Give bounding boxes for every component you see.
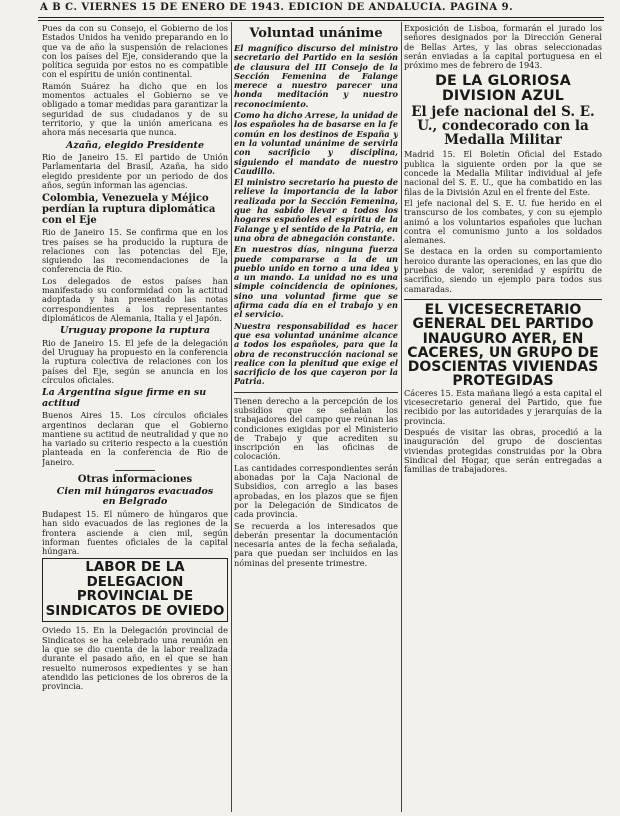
argentina-body: Buenos Aires 15. Los círculos oficiales argentinos declaran que el Gobierno mantiene su actitud de neutralidad y que no ha variado su criterio respecto a la cuestión planteada en la conferencia de Rio de Janeiro.: [42, 410, 228, 467]
colombia-body: Rio de Janeiro 15. Se confirma que en los tres países se ha producido la ruptura de relaciones con las potencias del Eje, siguiendo las recomendaciones de la conferencia de Rio.: [42, 227, 228, 275]
seu-deck: El jefe nacional del S. E. U., condecorado con la Medalla Militar: [411, 104, 595, 149]
labor-body: Oviedo 15. En la Delegación provincial de Sindicatos se ha celebrado una reunión en la que se dio cuenta de la labor realizada durante el pasado año, en el que se han resuelto numerosos expedientes y se han atendido las peticiones de los obreros de la provincia.: [42, 625, 228, 692]
editorial-paragraph: En nuestros días, ninguna fuerza puede compararse a la de un pueblo unido en torno a una idea y a un mando. La unidad no es una simple coincidencia de opiniones, sino una voluntad firme que se afirma cada día en el trabajo y en el servicio.: [234, 244, 398, 320]
seu-body: Se destaca en la orden su comportamiento heroico durante las operaciones, en las que dio pruebas de valor, serenidad y espíritu de sacrificio, siendo un ejemplo para todos sus camaradas.: [404, 246, 602, 294]
intro-paragraph: Pues da con su Consejo, el Gobierno de los Estados Unidos ha venido preparando en lo que va de año la suspensión de relaciones con los países del Eje, considerando que la política seguida por estos no es compatible con el espíritu de unión continental.: [42, 24, 228, 80]
masthead: A B C. VIERNES 15 DE ENERO DE 1943. EDICION DE ANDALUCIA. PAGINA 9.: [40, 2, 514, 13]
seu-body: El jefe nacional del S. E. U. fue herido en el transcurso de los combates, y con su ejemplo animó a los voluntarios españoles que luchan contra el comunismo junto a los soldados alemanes.: [404, 197, 602, 246]
column-left: [42, 24, 228, 814]
uruguay-headline: Uruguay propone la ruptura: [59, 325, 211, 337]
subsidy-paragraph: Se recuerda a los interesados que deberán presentar la documentación necesaria antes de la fecha señalada, para que puedan ser incluidos en las nóminas del presente trimestre.: [234, 520, 398, 568]
arana-body: Rio de Janeiro 15. El partido de Unión Parlamentaria del Brasil, Azaña, ha sido elegido presidente por un periodo de dos años, según informan las agencias.: [42, 152, 228, 190]
hungria-headline: Cien mil húngaros evacuados: [56, 485, 214, 497]
argentina-headline: La Argentina sigue firme en su actitud: [42, 387, 207, 409]
masthead-rule-double: [38, 20, 604, 21]
hungria-subhead: en Belgrado: [102, 496, 168, 508]
arana-headline: Azaña, elegido Presidente: [65, 139, 204, 151]
viviendas-body: Cáceres 15. Esta mañana llegó a esta capital el vicesecretario general del Partido, que fue recibido por las autoridades y jerarquías de la provincia.: [404, 387, 602, 426]
editorial-paragraph: El ministro secretario ha puesto de relieve la importancia de la labor realizada por la Sección Femenina, que ha sabido llevar a todos los hogares españoles el espíritu de la Falange y el sentido de la Patria, en una obra de abnegación constante.: [234, 177, 398, 243]
separator: [115, 470, 155, 471]
column-middle: [234, 24, 398, 814]
editorial-paragraph: Como ha dicho Arrese, la unidad de los españoles ha de basarse en la fe común en los destinos de España y en la voluntad unánime de servirla con sacrificio y disciplina, siguiendo el mandato de nuestro Caudillo.: [234, 110, 398, 176]
otras-headline: Otras informaciones: [77, 473, 193, 485]
column-right: [404, 24, 602, 814]
intro-paragraph: Ramón Suárez ha dicho que en los momentos actuales el Gobierno se ve obligado a tomar medidas para garantizar la seguridad de sus ciudadanos y de su territorio, y que la unión americana es ahora más necesaria que nunca.: [42, 80, 228, 138]
subsidy-paragraph: Tienen derecho a la percepción de los subsidios que se señalan los trabajadores del campo que reúnan las condiciones exigidas por el Ministerio de Trabajo y que acrediten su inscripción en las oficinas de colocación.: [234, 395, 398, 462]
editorial-paragraph: Nuestra responsabilidad es hacer que esa voluntad unánime alcance a todos los españoles, para que la obra de reconstrucción nacional se realice con la plenitud que exige el sacrificio de los que cayeron por la Patria.: [234, 320, 398, 387]
division-azul-headline: DE LA GLORIOSA DIVISION AZUL: [435, 73, 571, 104]
exposicion-body: Exposición de Lisboa, formarán el jurado los señores designados por la Dirección General de Bellas Artes, y las obras seleccionadas serán enviadas a la capital portuguesa en el próximo mes de febrero de 1943.: [404, 24, 602, 71]
labor-headline: LABOR DE LA DELEGACION PROVINCIAL DE SINDICATOS DE OVIEDO: [42, 558, 228, 622]
editorial-lead: El magnífico discurso del ministro secretario del Partido en la sesión de clausura del III Consejo de la Sección Femenina de Falange merece a nuestro parecer una honda meditación y nuestro reconocimiento.: [234, 43, 398, 109]
seu-body: Madrid 15. El Boletín Oficial del Estado publica la siguiente orden por la que se concede la Medalla Militar individual al jefe nacional del S. E. U., que ha combatido en las filas de la División Azul en el frente del Este.: [404, 149, 602, 197]
subsidy-paragraph: Las cantidades correspondientes serán abonadas por la Caja Nacional de Subsidios, con arreglo a las bases aprobadas, en los plazos que se fijen por la Delegación de Sindicatos de cada provincia.: [234, 462, 398, 520]
column-divider: [401, 22, 402, 812]
viviendas-body: Después de visitar las obras, procedió a la inauguración del grupo de doscientas viviendas protegidas construidas por la Obra Sindical del Hogar, que serán entregadas a familias de trabajadores.: [404, 426, 602, 475]
uruguay-body: Rio de Janeiro 15. El jefe de la delegación del Uruguay ha propuesto en la conferencia la ruptura colectiva de relaciones con los países del Eje, según se anuncia en los círculos oficiales.: [42, 337, 228, 385]
hungria-body: Budapest 15. El número de húngaros que han sido evacuados de las regiones de la frontera asciende a cien mil, según informan fuentes oficiales de la capital húngara.: [42, 508, 228, 557]
editorial-title: Voluntad unánime: [249, 26, 383, 41]
colombia-headline: Colombia, Venezuela y Méjico perdían la ruptura diplomática con el Eje: [42, 193, 216, 227]
editorial-box: [234, 26, 398, 393]
column-divider: [231, 22, 232, 812]
colombia-body: Los delegados de estos países han manifestado su conformidad con la actitud adoptada y han presentado las notas correspondientes a los representantes diplomáticos de Alemania, Italia y el Japón.: [42, 275, 228, 323]
viviendas-headline: EL VICESECRETARIO GENERAL DEL PARTIDO INAUGURO AYER, EN CACERES, UN GRUPO DE DOSCIENTAS VIVIENDAS PROTEGIDAS: [404, 299, 602, 389]
masthead-rule: [38, 17, 604, 18]
